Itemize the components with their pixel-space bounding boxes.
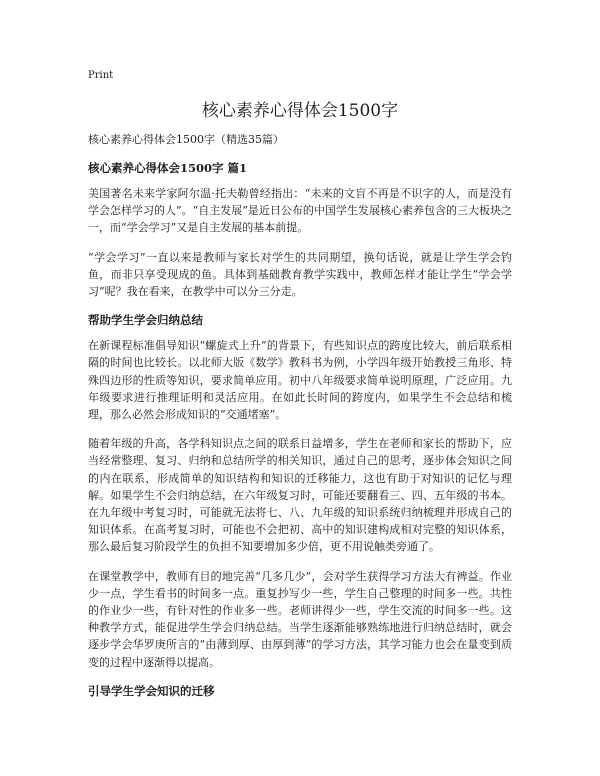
paragraph: “学会学习”一直以来是教师与家长对学生的共同期望，换句话说，就是让学生学会钓鱼，而非只享受现成的鱼。具体到基础教育教学实践中，教师怎样才能让学生“学会学习”呢？我在看来，在教学中可以分三分走。 [88,250,512,299]
paragraph: 随着年级的升高，各学科知识点之间的联系日益增多，学生在老师和家长的帮助下，应当经常整理、复习、归纳和总结所学的相关知识，通过自己的思考，逐步体会知识之间的内在联系，形成简单的知识结构和知识的迁移能力，这也有助于对知识的记忆与理解。如果学生不会归纳总结，在六年级复习时，可能还要翻看三、四、五年级的书本。在九年级中考复习时，可能就无法将七、八、九年级的知识系统归纳梳理并形成自己的知识体系。在高考复习时，可能也不会把初、高中的知识建构成相对完整的知识体系，那么最后复习阶段学生的负担不知要增加多少倍，更不用说触类旁通了。 [88,437,512,554]
page-title: 核心素养心得体会1500字 [201,101,399,121]
page-subtitle: 核心素养心得体会1500字（精选35篇） [88,133,284,146]
article-body [88,160,512,708]
section-heading: 核心素养心得体会1500字 篇1 [88,161,248,175]
print-label[interactable]: Print [88,70,114,81]
section-heading: 引导学生学会知识的迁移 [88,683,215,698]
paragraph: 在新课程标准倡导知识“螺旋式上升”的背景下，有些知识点的跨度比较大，前后联系相隔的时间也比较长。以北师大版《数学》教科书为例，小学四年级开始教授三角形、特殊四边形的性质等知识，要求简单应用。初中八年级要求简单说明原理，广泛应用。九年级要求进行推理证明和灵活应用。在如此长时间的跨度内，如果学生不会总结和梳理，那么必然会形成知识的“交通堵塞”。 [88,339,512,422]
section-heading: 帮助学生学会归纳总结 [88,313,203,328]
paragraph: 美国著名未来学家阿尔温·托夫勒曾经指出：“未来的文盲不再是不识字的人，而是没有学会怎样学习的人”。“自主发展”是近日公布的中国学生发展核心素养包含的三大板块之一，而“学会学习”又是自主发展的基本前提。 [88,187,512,235]
paragraph: 在课堂教学中，教师有目的地完善“几多几少”，会对学生获得学习方法大有裨益。作业少一点，学生看书的时间多一点。重复抄写少一些，学生自己整理的时间多一些。共性的作业少一些，有针对性的作业多一些。老师讲得少一些，学生交流的时间多一些。这种教学方式，能促进学生学会归纳总结。当学生逐渐能够熟练地进行归纳总结时，就会逐步学会华罗庚所言的“由薄到厚、由厚到薄”的学习方法，其学习能力也会在量变到质变的过程中逐渐得以提高。 [88,569,512,669]
